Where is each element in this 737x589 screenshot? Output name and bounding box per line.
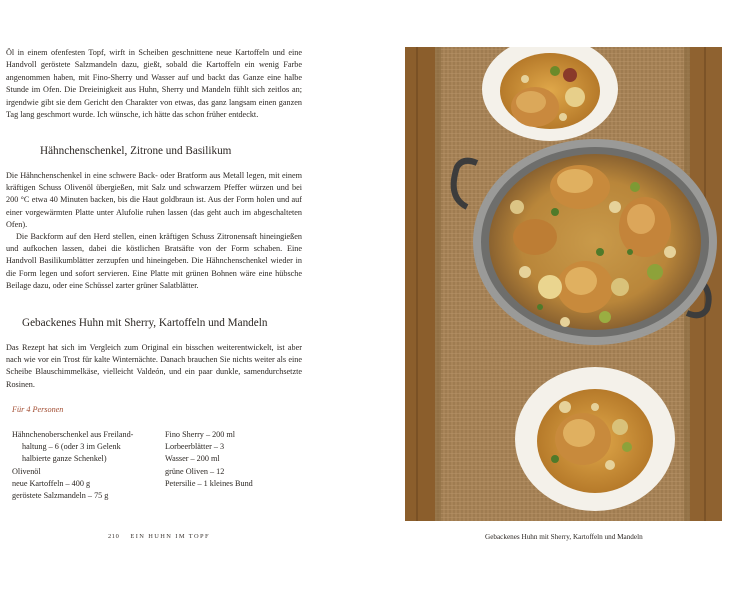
recipe-2-body — [6, 342, 302, 391]
intro-paragraph — [6, 47, 302, 121]
servings-label: Für 4 Personen — [12, 405, 64, 414]
recipe-1-body — [6, 170, 302, 292]
ingredient-line: Wasser – 200 ml — [165, 454, 220, 464]
recipe-2-para-1: Das Rezept hat sich im Vergleich zum Original ein bisschen weiterentwickelt, ist aber nach wie vor ein Trost für kalte Winternächte. Danach brauchen Sie nichts weiter als eine Scheibe Blauschimmelkäse, vielleicht Valdeón, und ein paar dunkle, samendurchsetzte Rosinen. — [6, 343, 302, 389]
recipe-1-para-2: Die Backform auf den Herd stellen, einen kräftigen Schuss Zitronensaft hineingießen und aufkochen lassen, dabei die köstlichen Bratsäfte von der Form schaben. Eine Handvoll Basilikumblätter zerzupfen und hineingeben. Die Hähnchenschenkel wieder in die Form legen und sofort servieren. Eine Platte mit grünen Bohnen wäre eine hübsche Beilage dazu, oder eine Schüssel zarter grüner Salatblätter. — [6, 232, 302, 290]
recipe-2-title: Gebackenes Huhn mit Sherry, Kartoffeln und Mandeln — [22, 317, 268, 329]
food-photo-illustration — [405, 47, 722, 521]
ingredient-line: Olivenöl — [12, 466, 41, 476]
page-footer — [108, 533, 210, 540]
right-page — [395, 0, 737, 589]
photo-caption: Gebackenes Huhn mit Sherry, Kartoffeln und Mandeln — [485, 533, 643, 541]
running-title: EIN HUHN IM TOPF — [130, 533, 210, 540]
ingredient-line: Hähnchenoberschenkel aus Freiland- — [12, 430, 134, 439]
food-photo — [405, 47, 722, 521]
recipe-1-para-1: Die Hähnchenschenkel in eine schwere Back- oder Bratform aus Metall legen, mit einem kräftigen Schuss Olivenöl übergießen, mit Salz und schwarzem Pfeffer würzen und bei 200 °C etwa 40 Minuten backen, bis die Haut goldbraun ist. Aus der Form holen und auf einer vorgewärmten Platte unter Alufolie ruhen lassen (das geht auch im abgeschalteten Ofen). — [6, 171, 302, 229]
ingredient-line: neue Kartoffeln – 400 g — [12, 478, 91, 488]
ingredient-line: Fino Sherry – 200 ml — [165, 430, 236, 439]
ingredients-list-left — [12, 429, 162, 502]
ingredient-line: haltung – 6 (oder 3 im Gelenk — [22, 442, 121, 452]
ingredient-line: Lorbeerblätter – 3 — [165, 442, 225, 452]
ingredient-line: geröstete Salzmandeln – 75 g — [12, 491, 109, 501]
intro-text: Öl in einem ofenfesten Topf, wirft in Scheiben geschnittene neue Kartoffeln und eine Handvoll geröstete Salzmandeln dazu, gießt, sobald die Kartoffeln ein wenig Farbe angenommen haben, mit Fino-Sherry und Wasser auf und backt das Ganze eine halbe Stunde im Ofen. Die Dreieinigkeit aus Huhn, Sherry und Mandeln fühlt sich zeitlos an; irgendwie gibt sie dem Gericht den Charakter von etwas, das ganz langsam einen ganzen Tag lang geschmort wurde. Ich wünsche, ich hätte das schon früher entdeckt. — [6, 48, 302, 120]
page-number: 210 — [108, 533, 120, 540]
ingredients-list-right — [165, 429, 305, 490]
ingredient-line: halbierte ganze Schenkel) — [22, 454, 107, 464]
recipe-1-title: Hähnchenschenkel, Zitrone und Basilikum — [40, 145, 232, 157]
ingredient-line: grüne Oliven – 12 — [165, 466, 225, 476]
ingredient-line: Petersilie – 1 kleines Bund — [165, 478, 253, 488]
